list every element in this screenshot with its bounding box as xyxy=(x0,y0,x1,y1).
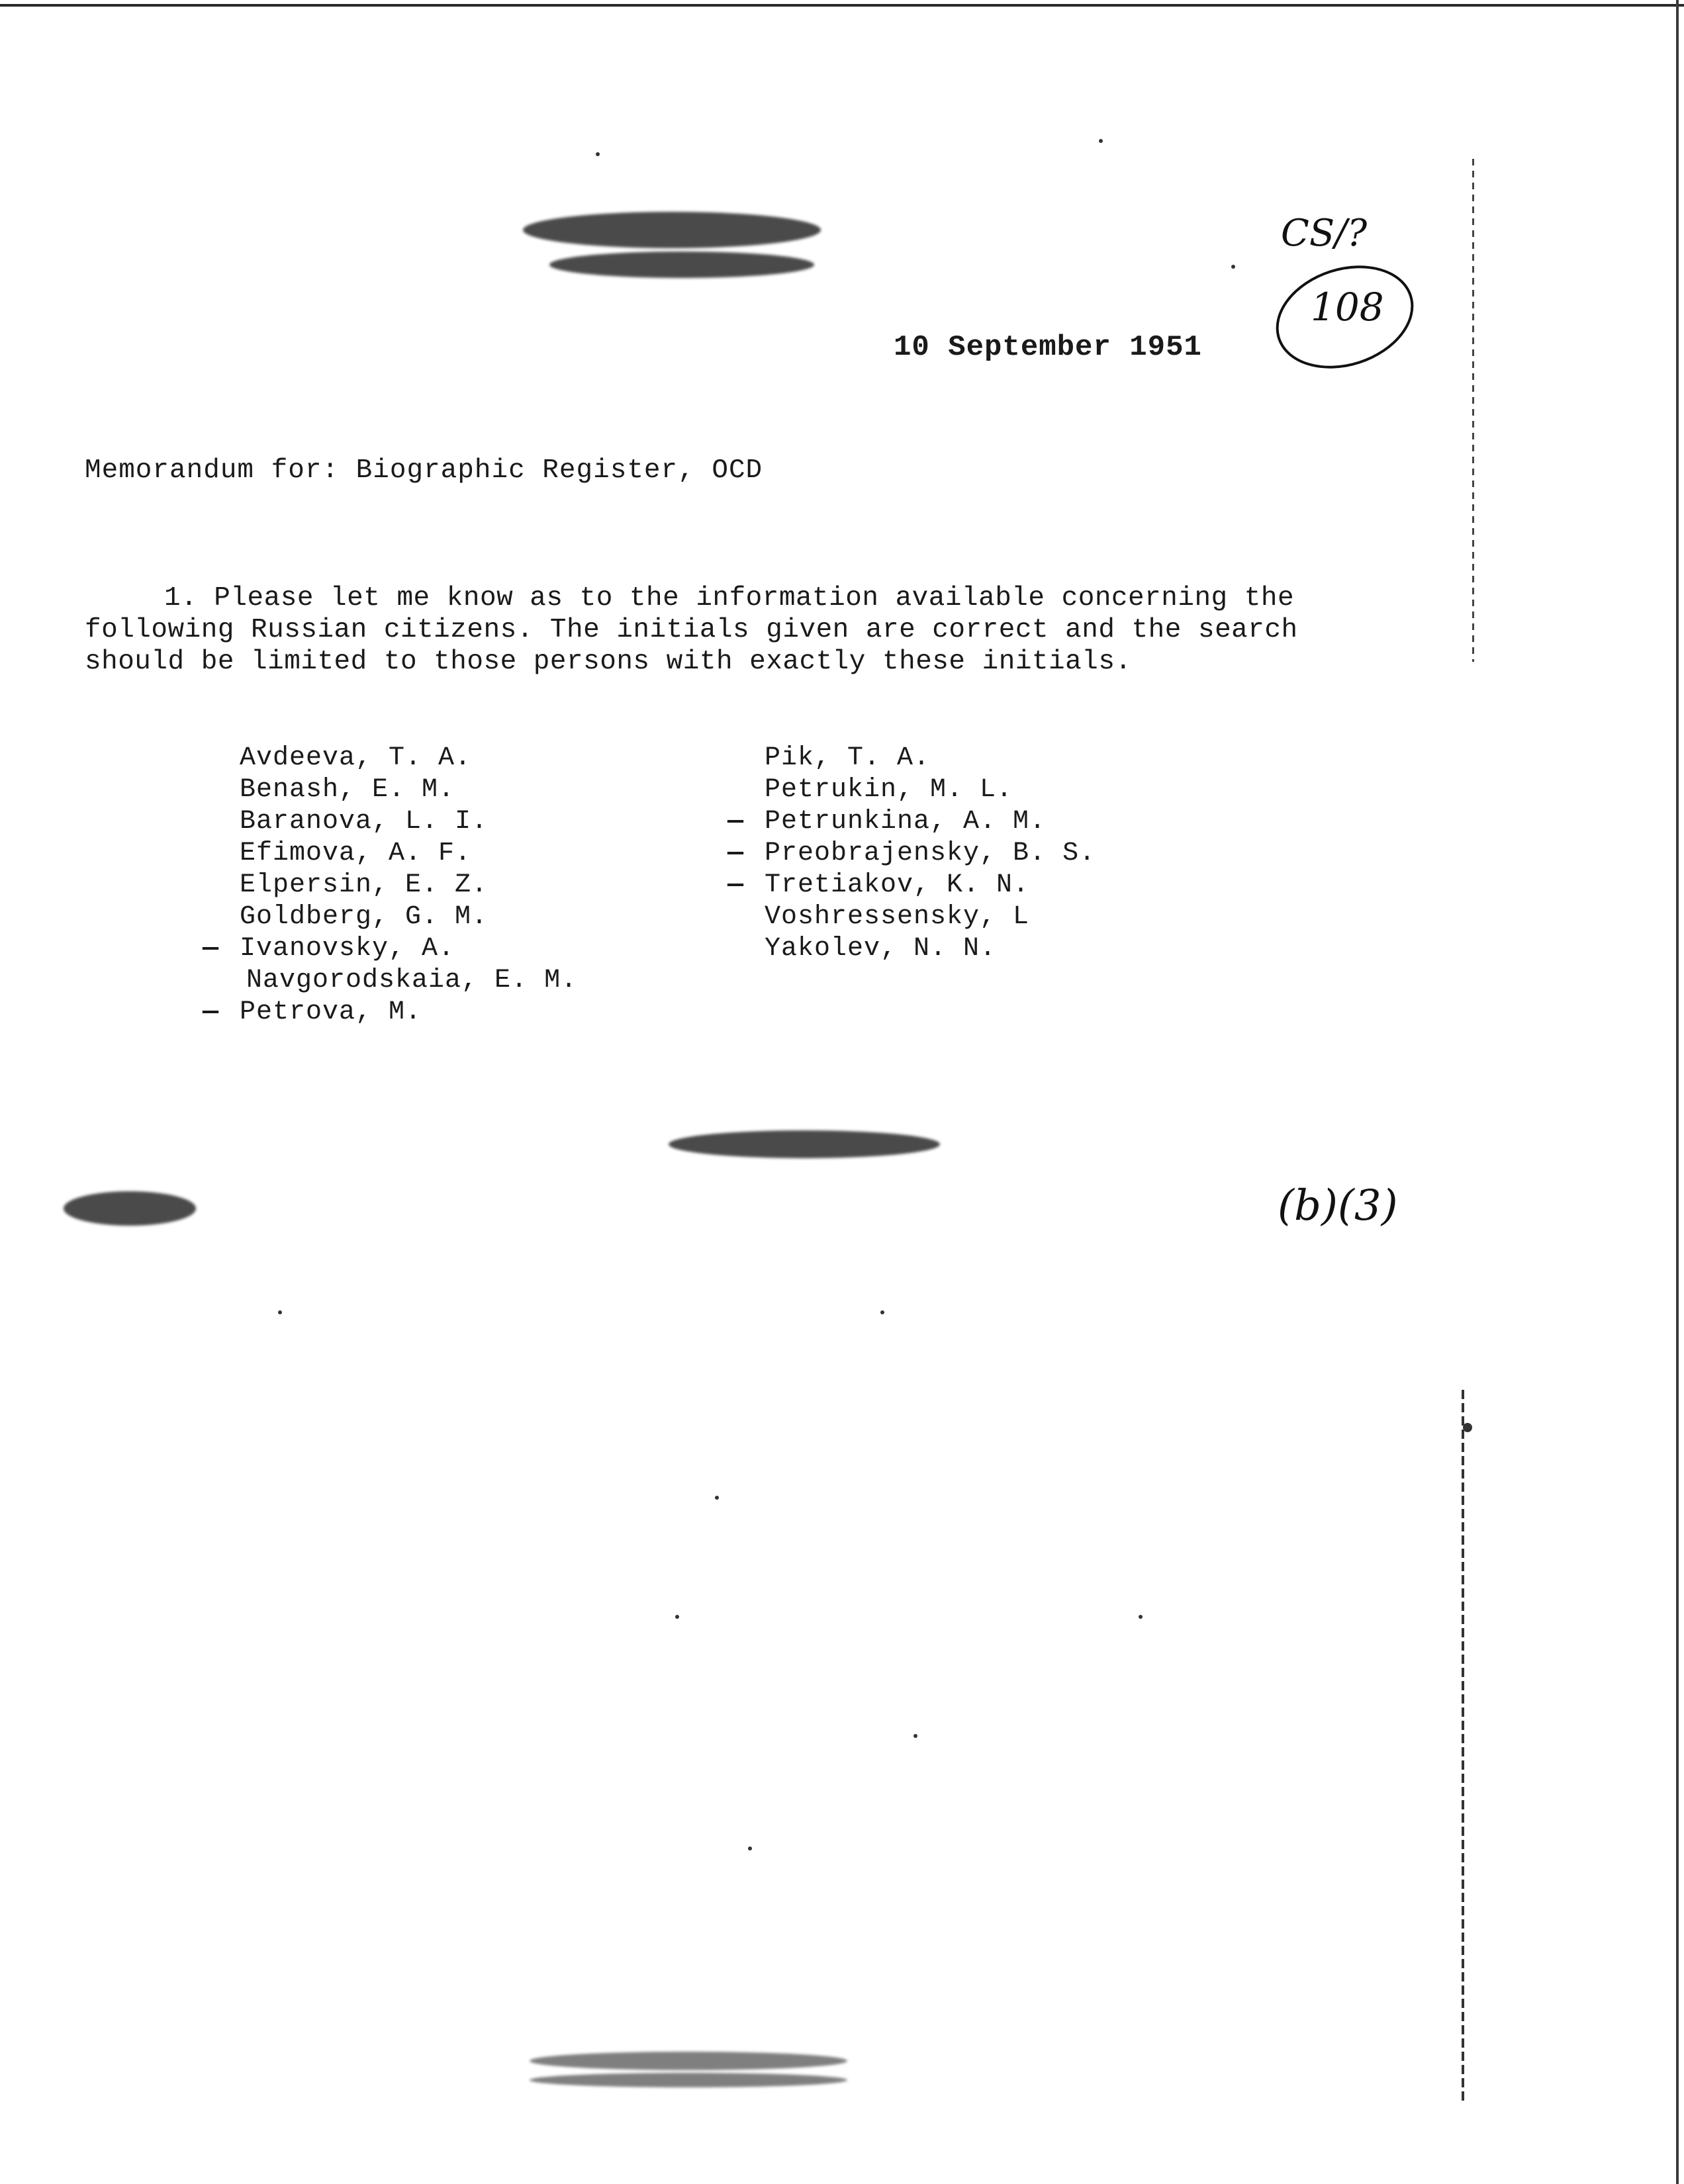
check-dash-mark: — xyxy=(727,839,745,868)
name-entry: Yakolev, N. N. xyxy=(765,934,997,964)
paragraph-line-3: should be limited to those persons with exactly these initials. xyxy=(85,647,1132,677)
name-entry: Petrukin, M. L. xyxy=(765,775,1013,805)
check-dash-mark: — xyxy=(203,934,220,964)
name-entry-checked xyxy=(727,806,1096,838)
scan-speck xyxy=(880,1310,884,1314)
name-entry-checked xyxy=(203,997,571,1028)
scan-speck xyxy=(1099,139,1103,143)
name-entry: Elpersin, E. Z. xyxy=(240,870,489,900)
name-entry: Avdeeva, T. A. xyxy=(240,743,472,773)
paragraph-line-1: 1. Please let me know as to the information available concerning the xyxy=(164,583,1295,614)
scan-speck xyxy=(596,152,600,156)
right-border-rule xyxy=(1676,0,1679,2184)
redaction-bottom xyxy=(530,2052,847,2070)
scan-speck xyxy=(1139,1615,1143,1619)
margin-dotted-line-lower xyxy=(1462,1390,1464,2105)
check-dash-mark: — xyxy=(727,807,745,837)
name-entry-text: Preobrajensky, B. S. xyxy=(765,839,1096,868)
name-entry: Benash, E. M. xyxy=(240,775,455,805)
scan-speck xyxy=(278,1310,282,1314)
check-dash-mark: — xyxy=(727,870,745,900)
margin-dotted-line xyxy=(1472,159,1474,662)
name-entry-text: Petrunkina, A. M. xyxy=(765,807,1047,837)
paragraph-line-2: following Russian citizens. The initials given are correct and the search xyxy=(85,615,1298,645)
cs-handwritten-mark: CS/? xyxy=(1281,212,1368,255)
scan-speck xyxy=(675,1615,679,1619)
scan-speck xyxy=(748,1846,752,1850)
name-entry: Baranova, L. I. xyxy=(240,807,489,837)
redaction-left xyxy=(64,1191,196,1226)
memo-addressee-line: Memorandum for: Biographic Register, OCD xyxy=(85,455,763,486)
name-entry-text: Tretiakov, K. N. xyxy=(765,870,1030,900)
redaction-top-2 xyxy=(549,251,814,278)
scan-speck xyxy=(913,1734,917,1738)
name-entry-text: Petrova, M. xyxy=(240,997,422,1027)
name-entry: Voshressensky, L xyxy=(765,902,1030,932)
top-border-rule xyxy=(0,4,1684,7)
scan-speck xyxy=(715,1496,719,1500)
check-dash-mark: — xyxy=(203,997,220,1027)
name-entry: Navgorodskaia, E. M. xyxy=(246,966,578,995)
circled-number: 108 xyxy=(1311,285,1384,330)
memo-body-paragraph xyxy=(85,582,1298,678)
name-entry-checked xyxy=(727,838,1096,870)
redaction-bottom-2 xyxy=(530,2073,847,2087)
exemption-code: (b)(3) xyxy=(1278,1181,1398,1230)
name-entry-text: Ivanovsky, A. xyxy=(240,934,455,964)
name-entry: Pik, T. A. xyxy=(765,743,931,773)
redaction-top xyxy=(523,212,821,248)
redaction-middle xyxy=(669,1130,940,1158)
scan-speck xyxy=(1463,1423,1472,1432)
name-entry: Goldberg, G. M. xyxy=(240,902,489,932)
names-list-left xyxy=(203,743,578,1028)
name-entry-checked xyxy=(203,933,571,965)
scan-speck xyxy=(1231,265,1235,269)
name-entry-checked xyxy=(727,870,1096,901)
memo-date: 10 September 1951 xyxy=(894,331,1202,364)
names-list-right xyxy=(727,743,1096,965)
name-entry: Efimova, A. F. xyxy=(240,839,472,868)
